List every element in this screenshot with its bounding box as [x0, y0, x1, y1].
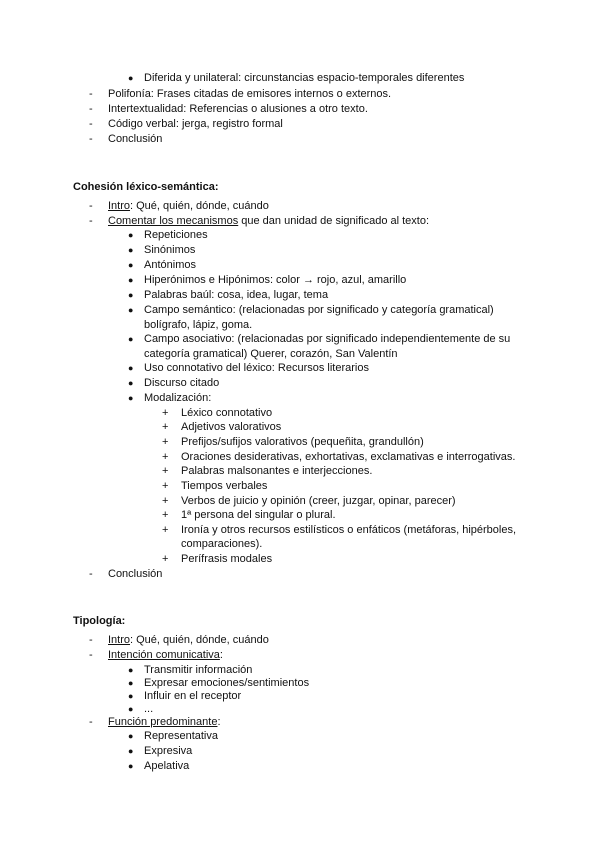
bullet-dot-icon: ●	[128, 704, 134, 714]
list-item-text: Prefijos/sufijos valorativos (pequeñita, grandullón)	[181, 436, 424, 448]
label-rest: :	[217, 716, 221, 728]
list-item-text: Influir en el receptor	[144, 690, 242, 702]
dash-icon: -	[89, 649, 93, 661]
list-item-text: Hiperónimos e Hipónimos: color → rojo, azul, amarillo	[144, 274, 407, 286]
underlined-label: Función predominante	[108, 716, 218, 728]
bullet-dot-icon: ●	[128, 665, 134, 675]
plus-icon: +	[162, 495, 169, 507]
list-item-text: Tiempos verbales	[181, 480, 268, 492]
list-item-text: Palabras malsonantes e interjecciones.	[181, 465, 373, 477]
list-item-text: Expresar emociones/sentimientos	[144, 677, 310, 689]
plus-icon: +	[162, 480, 169, 492]
list-item-text: Polifonía: Frases citadas de emisores internos o externos.	[108, 88, 392, 100]
dash-icon: -	[89, 215, 93, 227]
list-item-text: Discurso citado	[144, 377, 220, 389]
plus-icon: +	[162, 451, 169, 463]
list-item-text: bolígrafo, lápiz, goma.	[144, 319, 253, 331]
underlined-label: Intro	[108, 200, 131, 212]
list-item-text: Campo semántico: (relacionadas por significado y categoría gramatical)	[144, 304, 494, 316]
dash-icon: -	[89, 118, 93, 130]
plus-icon: +	[162, 524, 169, 536]
list-item-text: Repeticiones	[144, 229, 208, 241]
list-item-text: comparaciones).	[181, 538, 263, 550]
bullet-dot-icon: ●	[128, 230, 134, 240]
list-item-text: Campo asociativo: (relacionadas por significado independientemente de su	[144, 333, 511, 345]
list-item-text: Representativa	[144, 730, 218, 742]
list-item-text: Verbos de juicio y opinión (creer, juzgar, opinar, parecer)	[181, 495, 456, 507]
label-rest: :	[219, 649, 223, 661]
bullet-dot-icon: ●	[128, 393, 134, 403]
dash-icon: -	[89, 133, 93, 145]
list-item-text: Sinónimos	[144, 244, 196, 256]
list-item-text: Perífrasis modales	[181, 553, 273, 565]
list-item-text: Ironía y otros recursos estilísticos o enfáticos (metáforas, hipérboles,	[181, 524, 517, 536]
bullet-dot-icon: ●	[128, 290, 134, 300]
bullet-dot-icon: ●	[128, 378, 134, 388]
list-item-text: Expresiva	[144, 745, 193, 757]
list-item-text: Intertextualidad: Referencias o alusiones a otro texto.	[108, 103, 368, 115]
plus-icon: +	[162, 509, 169, 521]
list-item-text	[108, 648, 223, 662]
bullet-dot-icon: ●	[128, 746, 134, 756]
list-item-text: Conclusión	[108, 133, 163, 145]
plus-icon: +	[162, 553, 169, 565]
dash-icon: -	[89, 200, 93, 212]
underlined-label: Intención comunicativa	[108, 649, 220, 661]
bullet-dot-icon: ●	[128, 305, 134, 315]
bullet-dot-icon: ●	[128, 245, 134, 255]
list-item-text: Apelativa	[144, 760, 190, 772]
list-item-text: Palabras baúl: cosa, idea, lugar, tema	[144, 289, 329, 301]
list-item-text	[108, 715, 221, 729]
label-rest: que dan unidad de significado al texto:	[238, 215, 430, 227]
plus-icon: +	[162, 421, 169, 433]
underlined-label: Intro	[108, 634, 131, 646]
dash-icon: -	[89, 568, 93, 580]
list-item-text: Modalización:	[144, 392, 212, 404]
dash-icon: -	[89, 88, 93, 100]
heading-cohesion: Cohesión léxico-semántica:	[73, 181, 219, 193]
list-item-text: Léxico connotativo	[181, 407, 273, 419]
underlined-label: Comentar los mecanismos	[108, 215, 239, 227]
list-item-text	[108, 214, 429, 228]
list-item-text: categoría gramatical) Querer, corazón, San Valentín	[144, 348, 398, 360]
list-item-text: Uso connotativo del léxico: Recursos literarios	[144, 362, 369, 374]
list-item-text: Código verbal: jerga, registro formal	[108, 118, 283, 130]
bullet-dot-icon: ●	[128, 731, 134, 741]
list-item-text: Diferida y unilateral: circunstancias espacio-temporales diferentes	[144, 72, 465, 84]
dash-icon: -	[89, 103, 93, 115]
bullet-dot-icon: ●	[128, 363, 134, 373]
list-item-text: Oraciones desiderativas, exhortativas, exclamativas e interrogativas.	[181, 451, 516, 463]
list-item-text: Antónimos	[144, 259, 196, 271]
list-item-text: Transmitir información	[144, 664, 253, 676]
bullet-dot-icon: ●	[128, 334, 134, 344]
list-item-text: ...	[144, 703, 154, 715]
bullet-dot-icon: ●	[128, 761, 134, 771]
label-rest: : Qué, quién, dónde, cuándo	[130, 634, 269, 646]
plus-icon: +	[162, 436, 169, 448]
dash-icon: -	[89, 634, 93, 646]
dash-icon: -	[89, 716, 93, 728]
bullet-dot-icon: ●	[128, 691, 134, 701]
label-rest: : Qué, quién, dónde, cuándo	[130, 200, 269, 212]
list-item-text: 1ª persona del singular o plural.	[181, 509, 336, 521]
plus-icon: +	[162, 465, 169, 477]
list-item-text	[108, 633, 269, 647]
list-item-text	[108, 199, 269, 213]
list-item-text: Adjetivos valorativos	[181, 421, 282, 433]
list-item-text: Conclusión	[108, 568, 163, 580]
bullet-dot-icon: ●	[128, 275, 134, 285]
bullet-dot-icon: ●	[128, 678, 134, 688]
bullet-dot-icon: ●	[128, 260, 134, 270]
plus-icon: +	[162, 407, 169, 419]
heading-tipologia: Tipología:	[73, 615, 126, 627]
bullet-dot-icon: ●	[128, 73, 134, 83]
